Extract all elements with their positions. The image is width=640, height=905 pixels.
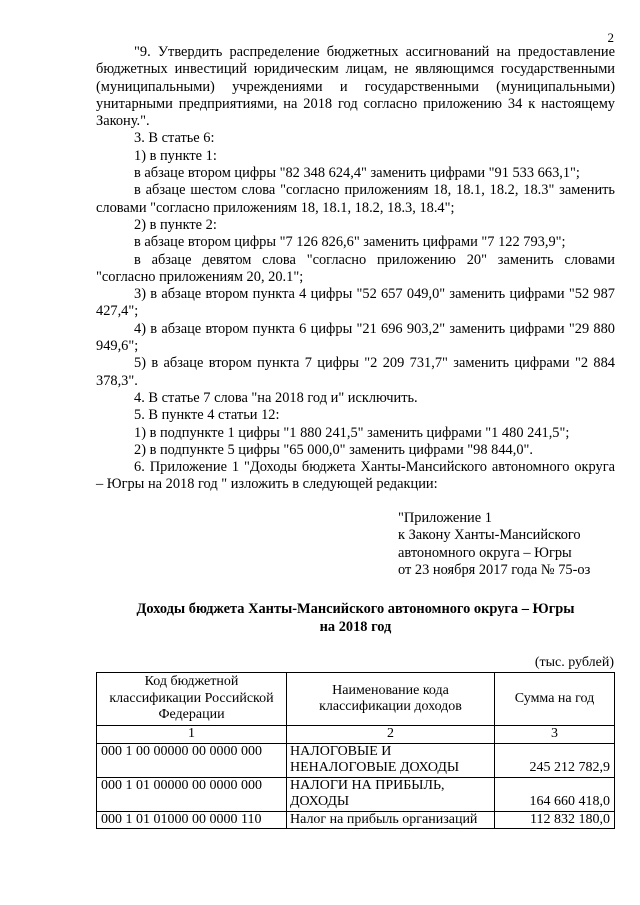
paragraph: 1) в подпункте 1 цифры "1 880 241,5" заменить цифрами "1 480 241,5"; [134, 424, 570, 441]
paragraph: 3) в абзаце втором пункта 4 цифры "52 657 049,0" заменить цифрами "52 987 427,4"; [96, 286, 615, 320]
appendix-line: от 23 ноября 2017 года № 75-оз [398, 561, 591, 578]
row-code: 000 1 01 00000 00 0000 000 [97, 777, 287, 811]
paragraph: 1) в пункте 1: [134, 147, 217, 164]
title-line: на 2018 год [319, 618, 392, 635]
paragraph: 4) в абзаце втором пункта 6 цифры "21 696 903,2" заменить цифрами "29 880 949,6"; [96, 320, 615, 355]
table-row [97, 811, 615, 829]
table-row [97, 743, 615, 777]
paragraph: 5) в абзаце втором пункта 7 цифры "2 209 731,7" заменить цифрами "2 884 378,3". [96, 355, 615, 389]
header-sum: Сумма на год [495, 673, 615, 726]
header-code: Код бюджетной классификации Российской Федерации [97, 673, 287, 726]
row-name: НАЛОГОВЫЕ И НЕНАЛОГОВЫЕ ДОХОДЫ [287, 743, 495, 777]
row-code: 000 1 01 01000 00 0000 110 [97, 811, 287, 829]
row-name: Налог на прибыль организаций [287, 811, 495, 829]
paragraph: в абзаце втором цифры "7 126 826,6" заменить цифрами "7 122 793,9"; [134, 234, 566, 251]
table-row [97, 777, 615, 811]
paragraph: в абзаце шестом слова "согласно приложениям 18, 18.1, 18.2, 18.3" заменить словами "согласно приложениям 18, 18.1, 18.2, 18.3, 18.4"; [96, 182, 615, 216]
appendix-header [398, 510, 590, 579]
appendix-line: к Закону Ханты-Мансийского [398, 527, 581, 544]
paragraph: в абзаце втором цифры "82 348 624,4" заменить цифрами "91 533 663,1"; [134, 165, 580, 182]
table-header-row [97, 673, 615, 726]
row-name: НАЛОГИ НА ПРИБЫЛЬ, ДОХОДЫ [287, 777, 495, 811]
paragraph: 5. В пункте 4 статьи 12: [134, 407, 280, 424]
paragraph: 3. В статье 6: [134, 130, 215, 147]
column-number: 1 [97, 726, 287, 744]
header-name: Наименование кода классификации доходов [287, 673, 495, 726]
row-sum: 164 660 418,0 [495, 777, 615, 811]
column-number: 2 [287, 726, 495, 744]
paragraph: 4. В статье 7 слова "на 2018 год и" исключить. [134, 389, 418, 406]
paragraph: 6. Приложение 1 "Доходы бюджета Ханты-Мансийского автономного округа – Югры на 2018 год " изложить в следующей редакции: [96, 459, 615, 493]
document-title [96, 601, 615, 636]
amendment-text [96, 44, 615, 494]
column-number-row [97, 726, 615, 744]
units-label: (тыс. рублей) [534, 655, 614, 670]
column-number: 3 [495, 726, 615, 744]
title-line: Доходы бюджета Ханты-Мансийского автономного округа – Югры [136, 601, 575, 617]
paragraph: в абзаце девятом слова "согласно приложению 20" заменить словами "согласно приложениям 20, 20.1"; [96, 251, 615, 285]
appendix-line: автономного округа – Югры [398, 544, 572, 561]
appendix-line: "Приложение 1 [398, 510, 492, 526]
page-number: 2 [607, 30, 614, 45]
paragraph: 2) в пункте 2: [134, 216, 217, 233]
revenue-table [96, 672, 615, 829]
paragraph: "9. Утвердить распределение бюджетных ассигнований на предоставление бюджетных инвестиций юридическим лицам, не являющимся государственными (муниципальными) учреждениями и государственными (муниципальными) унитарными предприятиями, на 2018 год согласно приложению 34 к настоящему Закону.". [96, 44, 615, 130]
row-sum: 112 832 180,0 [495, 811, 615, 829]
paragraph: 2) в подпункте 5 цифры "65 000,0" заменить цифрами "98 844,0". [134, 441, 533, 458]
row-sum: 245 212 782,9 [495, 743, 615, 777]
row-code: 000 1 00 00000 00 0000 000 [97, 743, 287, 777]
